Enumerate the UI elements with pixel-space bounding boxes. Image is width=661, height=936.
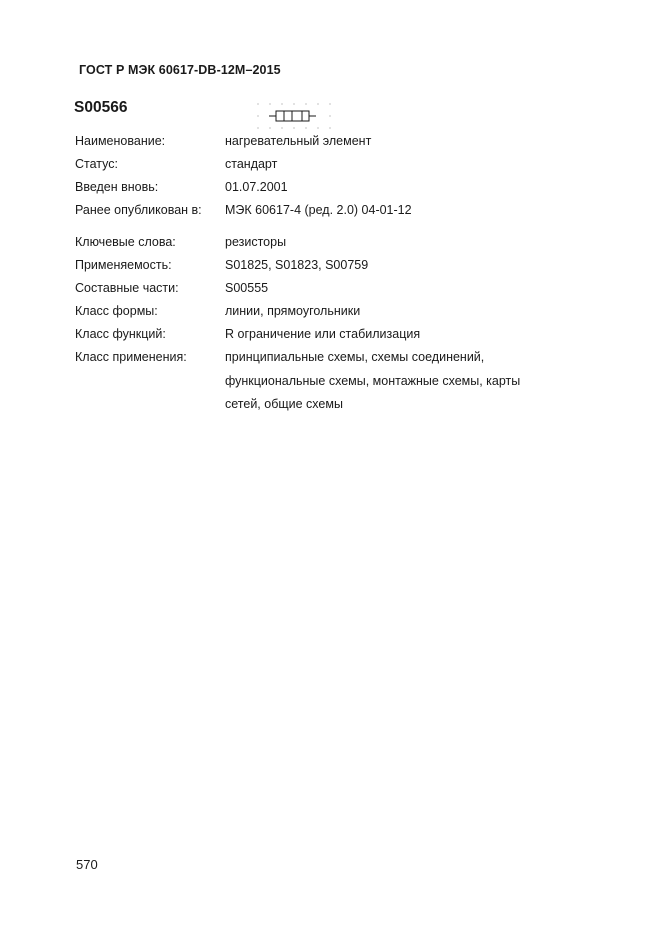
field-label: Класс формы: <box>75 304 158 318</box>
field-label: Применяемость: <box>75 258 172 272</box>
field-label: Введен вновь: <box>75 180 159 194</box>
field-label: Составные части: <box>75 281 179 295</box>
field-value: принципиальные схемы, схемы соединений, <box>225 350 485 364</box>
field-label: Ранее опубликован в: <box>75 203 202 217</box>
field-value: S00555 <box>225 281 269 295</box>
symbol-graphic <box>252 100 336 132</box>
field-value: МЭК 60617-4 (ред. 2.0) 04-01-12 <box>225 203 412 217</box>
field-label: Статус: <box>75 157 118 171</box>
field-label: Ключевые слова: <box>75 235 176 249</box>
document-header: ГОСТ Р МЭК 60617-DB-12M–2015 <box>79 63 281 77</box>
field-value: R ограничение или стабилизация <box>225 327 421 341</box>
field-label: Наименование: <box>75 134 166 148</box>
field-value: S01825, S01823, S00759 <box>225 258 369 272</box>
field-value: нагревательный элемент <box>225 134 372 148</box>
field-value: стандарт <box>225 157 278 171</box>
page-number: 570 <box>76 857 98 872</box>
application-class-continuation-line: функциональные схемы, монтажные схемы, карты <box>225 374 521 388</box>
heating-element-symbol-icon <box>252 100 336 132</box>
field-value: линии, прямоугольники <box>225 304 361 318</box>
field-value: 01.07.2001 <box>225 180 288 194</box>
application-class-continuation-line: сетей, общие схемы <box>225 397 343 411</box>
field-label: Класс применения: <box>75 350 187 364</box>
symbol-code: S00566 <box>74 99 128 116</box>
field-value: резисторы <box>225 235 287 249</box>
field-label: Класс функций: <box>75 327 166 341</box>
